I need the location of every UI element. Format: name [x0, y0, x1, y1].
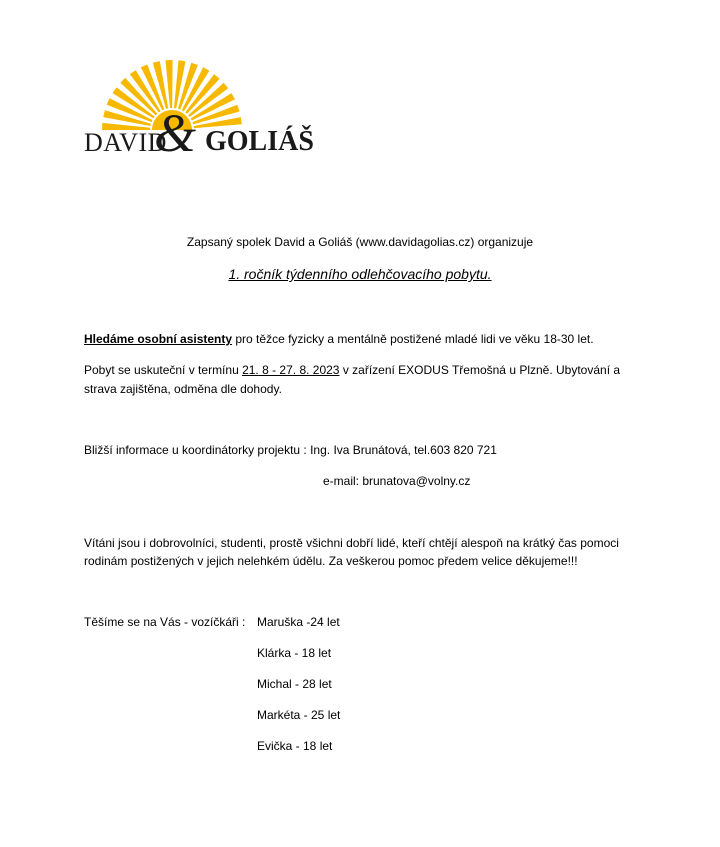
- logo-david: DAVID: [84, 128, 167, 157]
- intro-text: Zapsaný spolek David a Goliáš (www.davidagolias.cz) organizuje: [186, 235, 534, 249]
- logo-golias: GOLIÁŠ: [205, 126, 314, 157]
- welcome-line2: rodinám postižených v jejich nelehkém údělu. Za veškerou pomoc předem velice děkujeme!!!: [84, 554, 578, 568]
- paragraph-dates: [84, 362, 620, 378]
- dates-before: Pobyt se uskuteční v termínu: [84, 363, 243, 377]
- paragraph-dates-line2: strava zajištěna, odměna dle dohody.: [84, 382, 282, 396]
- welcome-line1: Vítáni jsou i dobrovolníci, studenti, prostě všichni dobří lidé, kteří chtějí alespoň na krátký čas pomoci: [84, 536, 619, 550]
- name-item: Klárka - 18 let: [257, 646, 332, 660]
- paragraph-assistants: [84, 331, 594, 347]
- contact-line: Bližší informace u koordinátorky projektu : Ing. Iva Brunátová, tel.603 820 721: [84, 443, 497, 457]
- assistants-highlight: Hledáme osobní asistenty: [84, 332, 233, 346]
- closing-lead: Těšíme se na Vás - vozíčkáři :: [84, 615, 246, 629]
- name-item: Maruška -24 let: [257, 615, 340, 629]
- contact-email: e-mail: brunatova@volny.cz: [323, 474, 471, 488]
- name-item: Michal - 28 let: [257, 677, 332, 691]
- headline: 1. ročník týdenního odlehčovacího pobytu.: [228, 266, 492, 282]
- logo-ampersand: &: [154, 103, 197, 163]
- assistants-text: pro těžce fyzicky a mentálně postižené mladé lidi ve věku 18-30 let.: [232, 332, 594, 346]
- logo: [84, 56, 314, 163]
- dates-after: v zařízení EXODUS Třemošná u Plzně. Ubytování a: [339, 363, 621, 377]
- name-item: Markéta - 25 let: [257, 708, 341, 722]
- name-item: Evička - 18 let: [257, 739, 333, 753]
- dates-range: 21. 8 - 27. 8. 2023: [242, 363, 340, 377]
- sun-ray: [174, 60, 186, 108]
